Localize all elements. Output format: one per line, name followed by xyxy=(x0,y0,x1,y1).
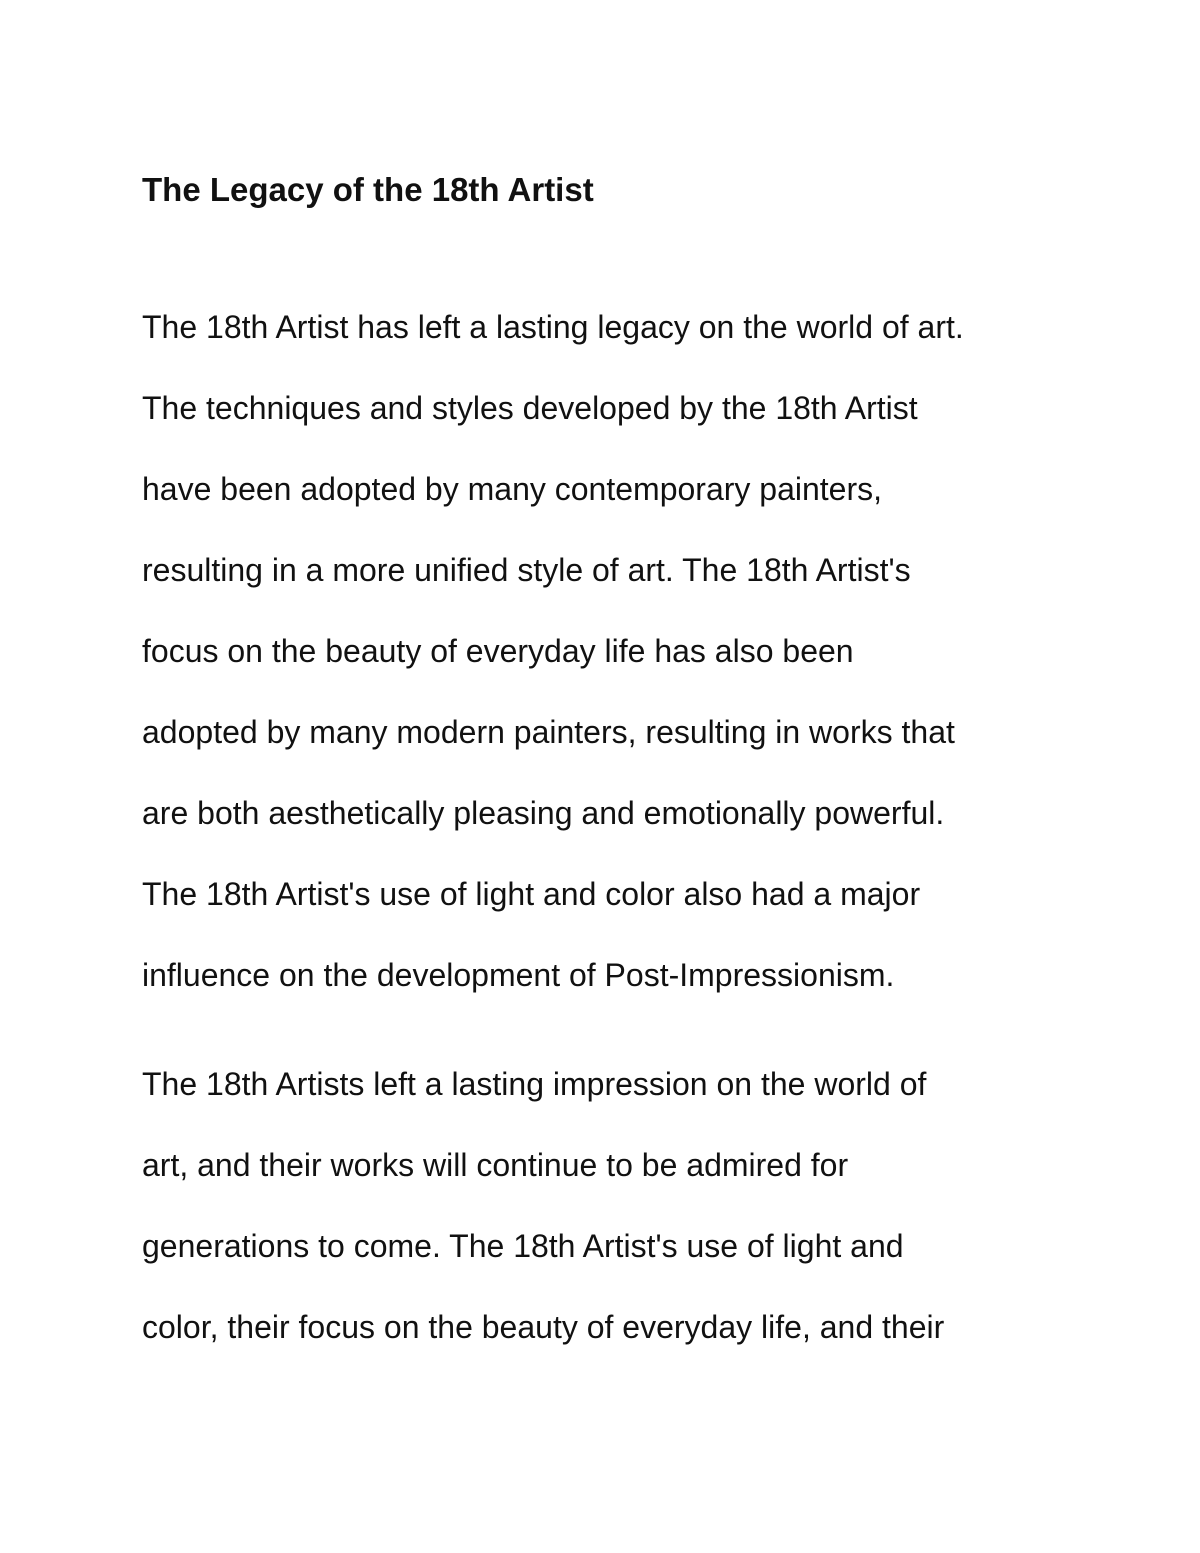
paragraph-line: generations to come. The 18th Artist's use of light and xyxy=(142,1228,904,1264)
paragraph-line: resulting in a more unified style of art. The 18th Artist's xyxy=(142,552,911,588)
paragraph-line: focus on the beauty of everyday life has also been xyxy=(142,633,854,669)
paragraph-line: The 18th Artist's use of light and color also had a major xyxy=(142,876,921,912)
paragraph-line: art, and their works will continue to be admired for xyxy=(142,1147,849,1183)
document-title: The Legacy of the 18th Artist xyxy=(142,171,594,208)
paragraph-line: adopted by many modern painters, resulting in works that xyxy=(142,714,955,750)
paragraph-line: have been adopted by many contemporary painters, xyxy=(142,471,883,507)
paragraph-line: color, their focus on the beauty of everyday life, and their xyxy=(142,1309,945,1345)
paragraph-line: The 18th Artists left a lasting impression on the world of xyxy=(142,1066,927,1102)
paragraph-line: The techniques and styles developed by the 18th Artist xyxy=(142,390,918,426)
paragraph-line: influence on the development of Post-Impressionism. xyxy=(142,957,895,993)
paragraph-line: The 18th Artist has left a lasting legacy on the world of art. xyxy=(142,309,964,345)
paragraph-line: are both aesthetically pleasing and emotionally powerful. xyxy=(142,795,945,831)
